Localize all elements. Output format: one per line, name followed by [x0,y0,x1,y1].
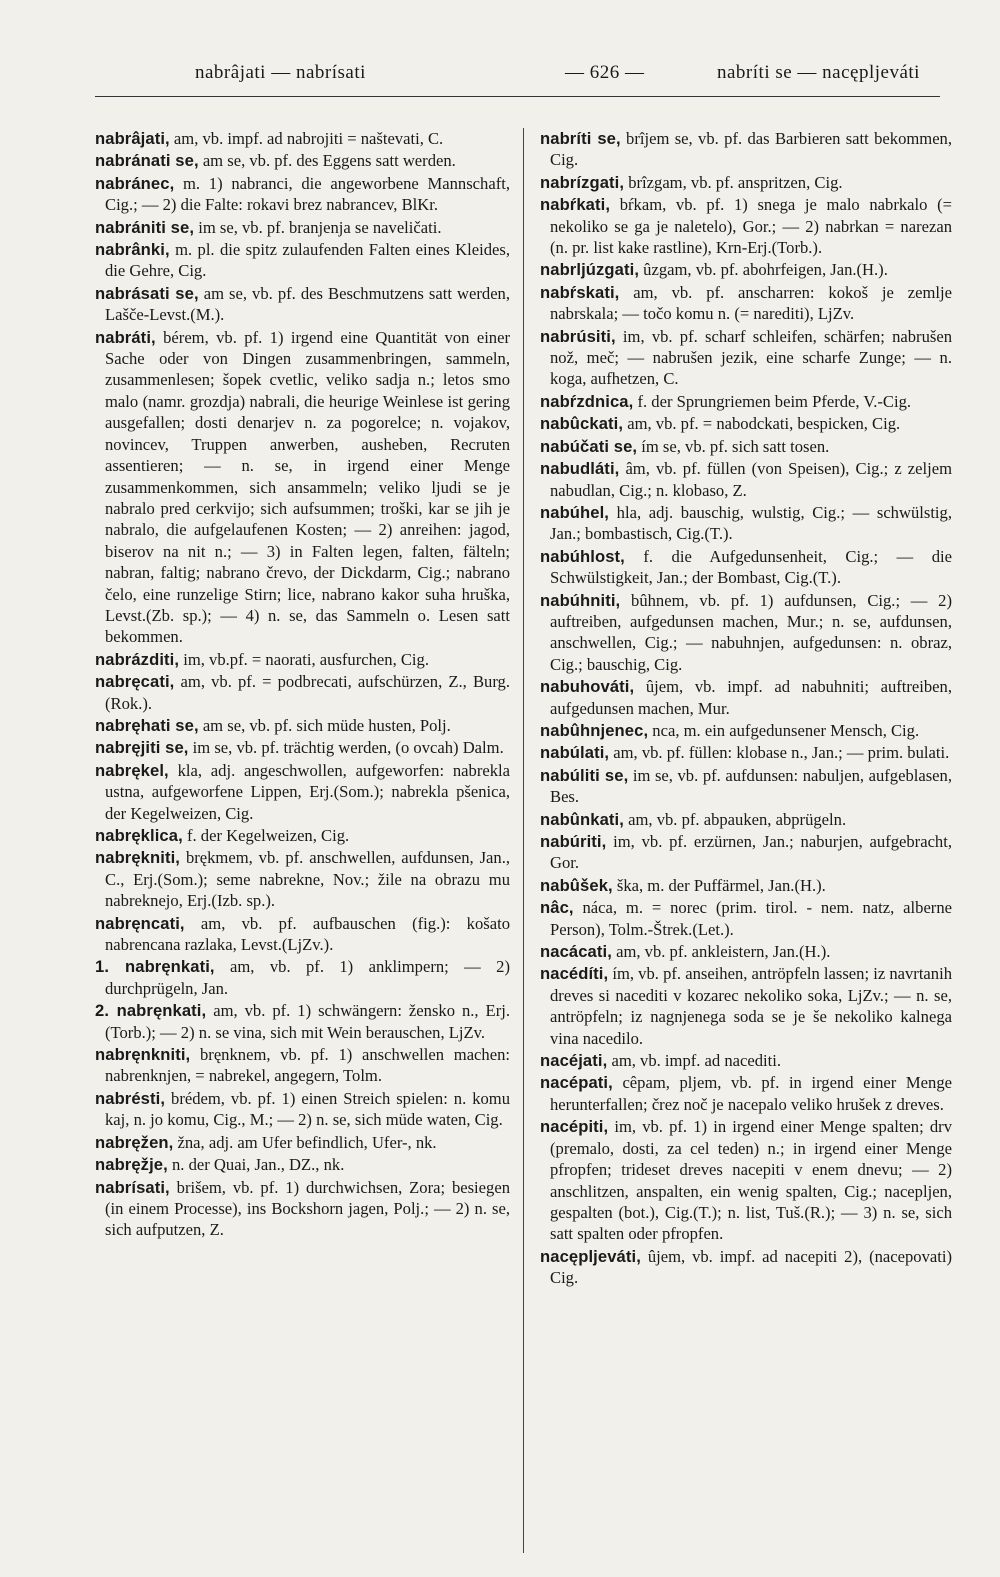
dictionary-entry [540,259,952,280]
dictionary-entry [540,742,952,763]
header-right-guide-words: nabríti se — nacępljeváti [717,62,920,83]
entry-headword: 1. nabręnkati, [95,957,215,977]
dictionary-entry [540,720,952,741]
dictionary-entry [95,283,510,326]
entry-headword: nabrésti, [95,1088,166,1108]
dictionary-entry [540,172,952,193]
entry-headword: nabrásati se, [95,283,199,303]
entry-headword: nabręklica, [95,826,183,845]
entry-headword: nacéjati, [540,1051,608,1071]
entry-headword: nabúhel, [540,502,610,522]
entry-definition: am, vb. pf. ankleistern, Jan.(H.). [611,942,831,962]
entry-definition: brišem, vb. pf. 1) durchwichsen, Zora; besiegen (in einem Processe), ins Bockshorn jagen, Polj.; — 2) n. se, sich aufputzen, Z. [105,1177,510,1240]
entry-definition: n. der Quai, Jan., DZ., nk. [167,1155,345,1175]
right-column [540,128,952,1290]
dictionary-entry [95,1088,510,1131]
entry-definition: im se, vb. pf. aufdunsen: nabuljen, aufgeblasen, Bes. [550,765,952,807]
entry-definition: m. pl. die spitz zulaufenden Falten eines Kleides, die Gehre, Cig. [105,240,510,281]
entry-headword: nabŕkati, [540,195,611,215]
dictionary-entry [95,173,510,216]
entry-headword: nabręžje, [95,1155,168,1175]
dictionary-entry [95,327,510,648]
entry-definition: f. der Kegelweizen, Cig. [182,826,350,845]
dictionary-entry [95,671,510,714]
dictionary-entry [540,546,952,589]
dictionary-entry [95,239,510,282]
entry-definition: kla, adj. angeschwollen, aufgeworfen: nabrekla ustna, aufgeworfene Lippen, Erj.(Som.); nabrekla pšenica, der Kegelweizen, Cig. [105,760,510,823]
entry-definition: brédem, vb. pf. 1) einen Streich spielen: n. komu kaj, n. jo komu, Cig., M.; — 2) n. se, sich müde waten, Cig. [105,1088,510,1130]
dictionary-entry [95,956,510,999]
entry-headword: nacépiti, [540,1117,609,1137]
entry-definition: am se, vb. pf. des Beschmutzens satt werden, Lašče-Levst.(M.). [105,283,511,325]
entry-definition: am, vb. pf. aufbauschen (fig.): košato nabrencana razlaka, Levst.(LjZv.). [105,913,510,955]
dictionary-entry [95,737,510,758]
entry-headword: nabrânki, [95,240,170,260]
dictionary-entry [540,128,952,171]
entry-headword: nabudláti, [540,459,620,479]
dictionary-entry [540,413,952,434]
entry-headword: nabrúsiti, [540,326,616,346]
entry-definition: ím, vb. pf. anseihen, antröpfeln lassen; iz navrtanih dreves si nacediti v kozarec nekoliko soka, LjZv.; — n. se, antröpfeln; iz nagnjenega soda se je še nekoliko kalnega vina nacedilo. [550,964,952,1048]
dictionary-entry [540,809,952,830]
dictionary-entry [540,502,952,545]
entry-headword: nabręhati se, [95,715,199,735]
dictionary-entry [95,217,510,238]
entry-headword: nabręncati, [95,913,185,933]
entry-headword: nabránec, [95,173,175,193]
entry-headword: nabrljúzgati, [540,260,640,280]
entry-definition: bŕkam, vb. pf. 1) snega je malo nabrkalo (= nekoliko se ga je naletelo), Gor.; — 2) nabrkan = narezan (n. pr. list kake rastline), Krn-Erj.(Torb.). [550,195,952,258]
entry-headword: nabúhniti, [540,590,621,610]
dictionary-entry [540,326,952,390]
dictionary-entry [540,765,952,808]
dictionary-entry [540,436,952,457]
entry-headword: nabuhováti, [540,677,635,697]
dictionary-entry [95,1044,510,1087]
entry-definition: brîjem se, vb. pf. das Barbieren satt bekommen, Cig. [550,129,953,170]
entry-definition: am se, vb. pf. des Eggens satt werden. [198,151,456,171]
entry-definition: ím se, vb. pf. sich satt tosen. [637,436,830,456]
dictionary-entry [540,897,952,940]
entry-definition: ûzgam, vb. pf. abohrfeigen, Jan.(H.). [639,260,888,280]
dictionary-entry [95,150,510,171]
entry-definition: am se, vb. pf. sich müde husten, Polj. [198,715,451,735]
entry-headword: nabránati se, [95,151,199,171]
entry-definition: âm, vb. pf. füllen (von Speisen), Cig.; z zeljem nabudlan, Cig.; n. klobaso, Z. [550,459,952,500]
entry-definition: am, vb. impf. ad nacediti. [607,1051,782,1071]
header-rule [95,96,940,97]
entry-definition: am, vb. pf. füllen: klobase n., Jan.; — prim. bulati. [609,743,950,763]
dictionary-entry [540,875,952,896]
header-left-guide-words: nabrâjati — nabrísati [195,62,366,83]
entry-definition: im, vb.pf. = naorati, ausfurchen, Cig. [179,649,429,669]
entry-definition: am, vb. pf. 1) anklimpern; — 2) durchprügeln, Jan. [105,957,510,998]
entry-headword: nabrâjati, [95,129,170,148]
dictionary-entry [540,391,952,412]
dictionary-entry [95,1154,510,1175]
entry-definition: im se, vb. pf. branjenja se naveličati. [194,217,442,237]
entry-headword: nacácati, [540,942,612,962]
entry-headword: 2. nabręnkati, [95,1001,207,1021]
dictionary-entry [95,760,510,824]
dictionary-entry [540,676,952,719]
page-number: — 626 — [565,62,645,83]
entry-definition: f. die Aufgedunsenheit, Cig.; — die Schwülstigkeit, Jan.; der Bombast, Cig.(T.). [550,546,952,588]
entry-headword: nabrániti se, [95,217,195,237]
entry-headword: nabûšek, [540,875,613,895]
entry-headword: nâc, [540,898,574,918]
running-header [95,62,940,92]
dictionary-entry [95,649,510,670]
dictionary-entry [95,847,510,911]
entry-headword: nabrękniti, [95,848,181,868]
entry-definition: hla, adj. bauschig, wulstig, Cig.; — schwülstig, Jan.; bombastisch, Cig.(T.). [550,502,952,544]
entry-headword: nabúriti, [540,832,607,851]
entry-definition: žna, adj. am Ufer befindlich, Ufer-, nk. [173,1132,437,1152]
entry-definition: cêpam, pljem, vb. pf. in irgend einer Menge herunterfallen; črez noč je nacepalo veliko hrušek z dreves. [550,1073,952,1114]
entry-definition: brękmem, vb. pf. anschwellen, aufdunsen, Jan., C., Erj.(Som.); seme nabrekne, Nov.; žile na obrazu mu nabreknejo, Erj.(Izb. sp.). [105,848,510,911]
entry-headword: nabríti se, [540,129,621,148]
dictionary-entry [95,128,510,149]
entry-headword: nabûhnjenec, [540,720,649,740]
entry-definition: brîzgam, vb. pf. anspritzen, Cig. [624,172,843,192]
entry-definition: náca, m. = norec (prim. tirol. - nem. natz, alberne Person), Tolm.-Štrek.(Let.). [550,898,952,939]
dictionary-entry [540,963,952,1049]
dictionary-entry [540,941,952,962]
dictionary-entry [540,831,952,874]
dictionary-entry [95,825,510,846]
entry-headword: nabúliti se, [540,765,629,785]
entry-headword: nabûckati, [540,414,624,434]
entry-headword: nabrízgati, [540,172,625,192]
entry-definition: am, vb. pf. anscharren: kokoš je zemlje nabrskala; — točo komu n. (= narediti), LjZv. [550,282,952,324]
dictionary-entry [540,282,952,325]
entry-headword: nabrázditi, [95,649,180,669]
entry-headword: nabręjiti se, [95,738,189,758]
column-divider [523,128,524,1553]
entry-headword: nabûnkati, [540,809,624,829]
entry-headword: nacédíti, [540,964,609,984]
entry-definition: am, vb. pf. 1) schwängern: žensko n., Erj.(Torb.); — 2) n. se vina, sich mit Wein berauschen, LjZv. [105,1001,510,1042]
dictionary-entry [540,1116,952,1244]
entry-definition: am, vb. pf. abpauken, abprügeln. [623,809,847,829]
dictionary-entry [540,1050,952,1071]
entry-definition: im, vb. pf. scharf schleifen, schärfen; nabrušen nož, meč; — nabrušen jezik, eine scharfe Zunge; — n. koga, aufhetzen, C. [550,326,952,389]
dictionary-entry [95,1000,510,1043]
entry-headword: nacępljeváti, [540,1246,641,1266]
entry-definition: f. der Sprungriemen beim Pferde, V.-Cig. [633,391,912,411]
entry-definition: m. 1) nabranci, die angeworbene Mannschaft, Cig.; — 2) die Falte: rokavi brez nabrancev, BlKr. [105,173,510,215]
entry-headword: nabúhlost, [540,546,625,566]
left-column [95,128,510,1242]
entry-definition: am, vb. impf. ad nabrojiti = naštevati, C. [169,129,444,148]
entry-definition: am, vb. pf. = nabodckati, bespicken, Cig. [623,414,901,434]
entry-definition: bérem, vb. pf. 1) irgend eine Quantität von einer Sache oder von Dingen zusammenbringen, sammeln, zusammenlesen; šopek cvetlic, veliko sadja n.; letos smo malo (namr. grozdja) nabrali, die heurige Weinlese ist gering ausgefallen; dosti denarjev n. za pogorelce; n. vojakov, novincev, Truppen anwerben, ausheben, Recruten assentieren; — n. se, in irgend einer Menge zusammenkommen, sich ansammeln; veliko ljudi se je nabralo pred cerkvijo; sich aufsummen; troški, kar se jih je nabralo, die aufgelaufenen Kosten; — 2) anreihen: jagod, biserov na nit n.; — 3) in Falten legen, falten, fälteln; nabran, faltig; nabrano črevo, der Dickdarm, Cig.; nabrano čelo, eine runzelige Stirn; lice, nabrano kakor suha hruška, Levst.(Zb. sp.); — 4) n. se, das Sammeln o. Lesen satt bekommen. [105,327,510,647]
entry-headword: nabręžen, [95,1132,174,1152]
entry-headword: nabrękel, [95,760,169,780]
dictionary-entry [540,590,952,676]
entry-headword: nabręcati, [95,672,175,692]
entry-headword: nabráti, [95,327,156,347]
dictionary-entry [95,715,510,736]
entry-definition: nca, m. ein aufgedunsener Mensch, Cig. [648,720,920,740]
dictionary-entry [540,458,952,501]
entry-definition: bręnknem, vb. pf. 1) anschwellen machen: nabrenknjen, = nabrekel, angegern, Tolm. [105,1045,510,1086]
entry-definition: ška, m. der Puffärmel, Jan.(H.). [612,875,826,895]
dictionary-entry [95,1177,510,1241]
dictionary-entry [95,1132,510,1153]
entry-definition: ûjem, vb. impf. ad nacepiti 2), (nacepovati) Cig. [550,1246,952,1288]
entry-definition: im, vb. pf. 1) in irgend einer Menge spalten; drv (premalo, dosti, za cel teden) n.; in irgend einer Menge pfropfen; trideset dreves nacepiti v enem dnevu; — 2) anschlitzen, anspalten, ein wenig spalten, Cig.; nacepljen, gespalten (bot.), Cig.(T.); n. list, Tuš.(R.); — 3) n. se, sich satt spalten oder pfropfen. [550,1117,952,1244]
dictionary-entry [540,1072,952,1115]
entry-definition: im, vb. pf. erzürnen, Jan.; naburjen, aufgebracht, Gor. [550,832,952,873]
dictionary-entry [95,913,510,956]
entry-definition: im se, vb. pf. trächtig werden, (o ovcah) Dalm. [188,738,504,758]
entry-headword: nacépati, [540,1073,613,1093]
entry-headword: nabŕskati, [540,282,620,302]
dictionary-entry [540,194,952,258]
dictionary-entry [540,1246,952,1289]
entry-headword: nabúlati, [540,743,610,763]
entry-definition: bûhnem, vb. pf. 1) aufdunsen, Cig.; — 2) auftreiben, aufgedunsen machen, Mur.; n. se, aufdunsen, anschwellen, Cig.; — nabuhnjen, aufgedunsen: n. obraz, Cig.; bauschig, Cig. [550,590,952,674]
entry-headword: nabrísati, [95,1177,170,1197]
entry-headword: nabúčati se, [540,436,638,456]
entry-definition: ûjem, vb. impf. ad nabuhniti; auftreiben, aufgedunsen machen, Mur. [550,677,952,718]
entry-headword: nabŕzdnica, [540,391,634,411]
entry-definition: am, vb. pf. = podbrecati, aufschürzen, Z., Burg.(Rok.). [105,672,510,713]
entry-headword: nabręnkniti, [95,1045,191,1065]
